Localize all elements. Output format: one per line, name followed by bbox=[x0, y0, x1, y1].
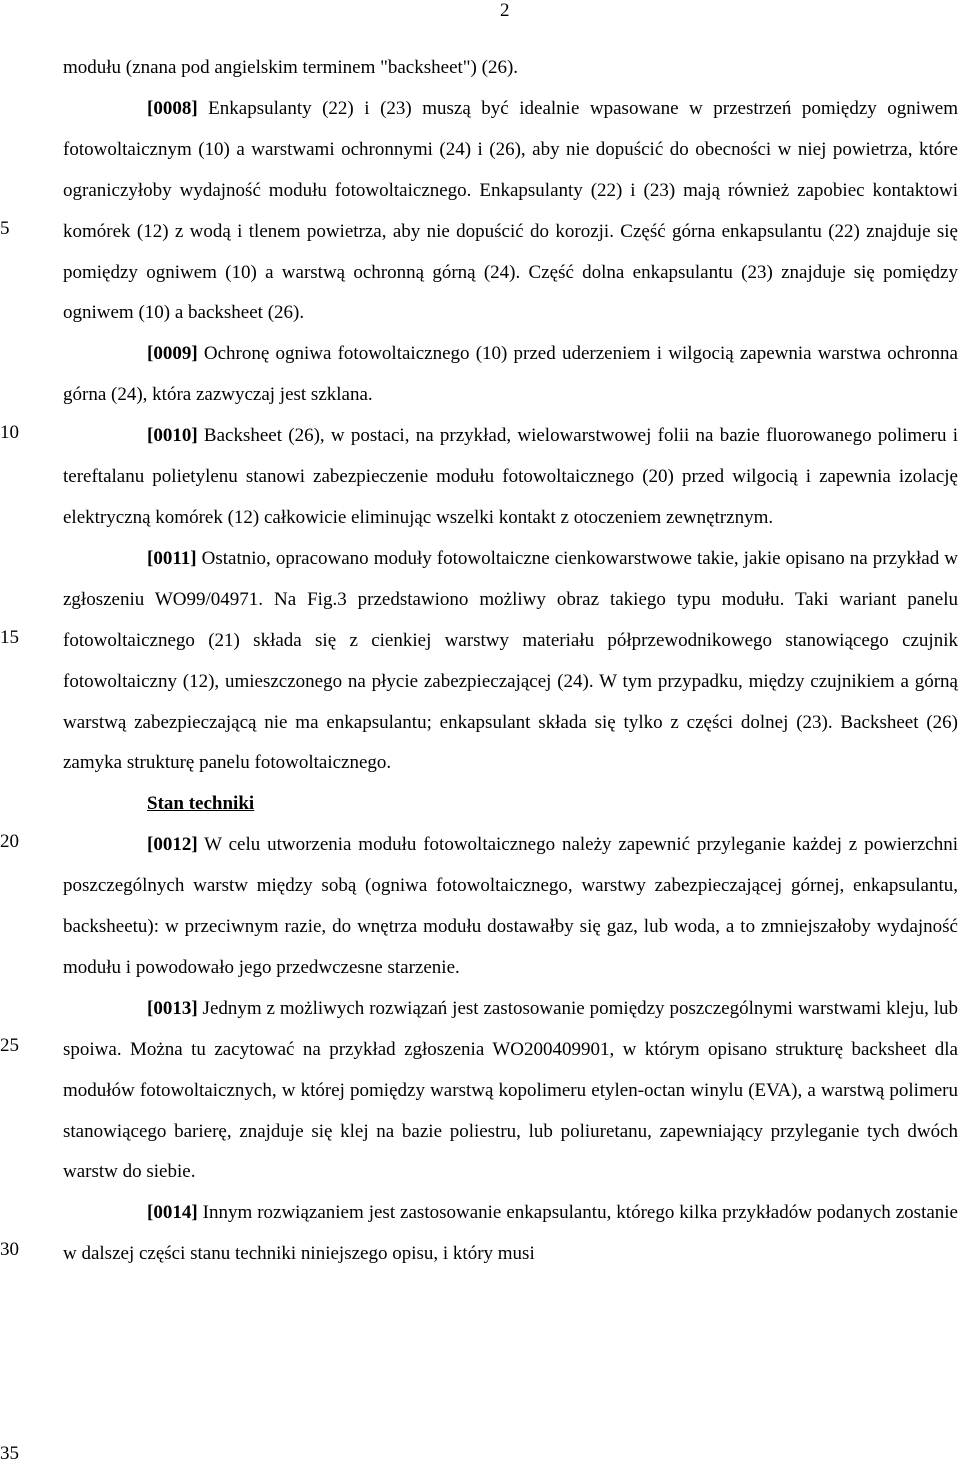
paragraph-0012 bbox=[63, 825, 958, 989]
paragraph-text: W celu utworzenia modułu fotowoltaicznego należy zapewnić przyleganie każdej z powierzchni poszczególnych warstw między sobą (ogniwa fotowoltaicznego, warstwy zabezpieczającej górnej, enkapsulantu, backsheetu): w przeciwnym razie, do wnętrza modułu dostawałby się gaz, lub woda, a to zmniejszałoby wydajność modułu i powodowało jego przedwczesne starzenie. bbox=[63, 834, 958, 978]
line-number: 25 bbox=[0, 1035, 19, 1056]
document-body bbox=[63, 48, 958, 1275]
line-number: 10 bbox=[0, 422, 19, 443]
paragraph-label: [0009] bbox=[147, 343, 198, 365]
paragraph-text: Backsheet (26), w postaci, na przykład, wielowarstwowej folii na bazie fluorowanego polimeru i tereftalanu polietylenu stanowi zabezpieczenie modułu fotowoltaicznego (20) przed wilgocią i zapewnia izolację elektryczną komórek (12) całkowicie eliminując wszelki kontakt z otoczeniem zewnętrznym. bbox=[63, 425, 958, 528]
paragraph-continuation bbox=[63, 48, 958, 89]
paragraph-text: Ostatnio, opracowano moduły fotowoltaiczne cienkowarstwowe takie, jakie opisano na przykład w zgłoszeniu WO99/04971. Na Fig.3 przedstawiono możliwy obraz takiego typu modułu. Taki wariant panelu fotowoltaicznego (21) składa się z cienkiej warstwy materiału półprzewodnikowego stanowiącego czujnik fotowoltaiczny (12), umieszczonego na płycie zabezpieczającej (24). W tym przypadku, między czujnikiem a górną warstwą zabezpieczającą nie ma enkapsulantu; enkapsulant składa się tylko z części dolnej (23). Backsheet (26) zamyka strukturę panelu fotowoltaicznego. bbox=[63, 547, 958, 774]
section-heading-text: Stan techniki bbox=[147, 793, 255, 815]
section-heading bbox=[63, 784, 958, 825]
paragraph-text: modułu (znana pod angielskim terminem "backsheet") (26). bbox=[63, 57, 519, 78]
paragraph-0009 bbox=[63, 334, 958, 416]
paragraph-text: Ochronę ogniwa fotowoltaicznego (10) przed uderzeniem i wilgocią zapewnia warstwa ochronna górna (24), która zazwyczaj jest szklana. bbox=[63, 343, 958, 406]
paragraph-text: Innym rozwiązaniem jest zastosowanie enkapsulantu, którego kilka przykładów podanych zostanie w dalszej części stanu techniki niniejszego opisu, i który musi bbox=[63, 1202, 958, 1265]
paragraph-label: [0012] bbox=[147, 834, 198, 856]
paragraph-label: [0013] bbox=[147, 997, 198, 1019]
line-number: 30 bbox=[0, 1239, 19, 1260]
paragraph-label: [0008] bbox=[147, 97, 198, 119]
line-number: 20 bbox=[0, 831, 19, 852]
paragraph-label: [0011] bbox=[147, 547, 197, 569]
paragraph-0010 bbox=[63, 416, 958, 539]
paragraph-label: [0014] bbox=[147, 1202, 198, 1224]
line-number-gutter bbox=[0, 0, 40, 1472]
paragraph-text: Enkapsulanty (22) i (23) muszą być idealnie wpasowane w przestrzeń pomiędzy ogniwem fotowoltaicznym (10) a warstwami ochronnymi (24) i (26), aby nie dopuścić do obecności w niej powietrza, które ograniczyłoby wydajność modułu fotowoltaicznego. Enkapsulanty (22) i (23) mają również zapobiec kontaktowi komórek (12) z wodą i tlenem powietrza, aby nie dopuścić do korozji. Część górna enkapsulantu (22) znajduje się pomiędzy ogniwem (10) a warstwą ochronną górną (24). Część dolna enkapsulantu (23) znajduje się pomiędzy ogniwem (10) a backsheet (26). bbox=[63, 97, 958, 324]
page-number: 2 bbox=[500, 0, 510, 21]
paragraph-text: Jednym z możliwych rozwiązań jest zastosowanie pomiędzy poszczególnymi warstwami kleju, lub spoiwa. Można tu zacytować na przykład zgłoszenia WO200409901, w którym opisano strukturę backsheet dla modułów fotowoltaicznych, w której pomiędzy warstwą kopolimeru etylen-octan winylu (EVA), a warstwą polimeru stanowiącego barierę, znajduje się klej na bazie poliestru, lub poliuretanu, zapewniający przyleganie tych dwóch warstw do siebie. bbox=[63, 997, 958, 1183]
line-number: 5 bbox=[0, 218, 10, 239]
paragraph-0014 bbox=[63, 1193, 958, 1275]
paragraph-label: [0010] bbox=[147, 425, 198, 447]
paragraph-0011 bbox=[63, 539, 958, 784]
line-number: 35 bbox=[0, 1443, 19, 1464]
line-number: 15 bbox=[0, 627, 19, 648]
paragraph-0008 bbox=[63, 89, 958, 334]
paragraph-0013 bbox=[63, 989, 958, 1194]
